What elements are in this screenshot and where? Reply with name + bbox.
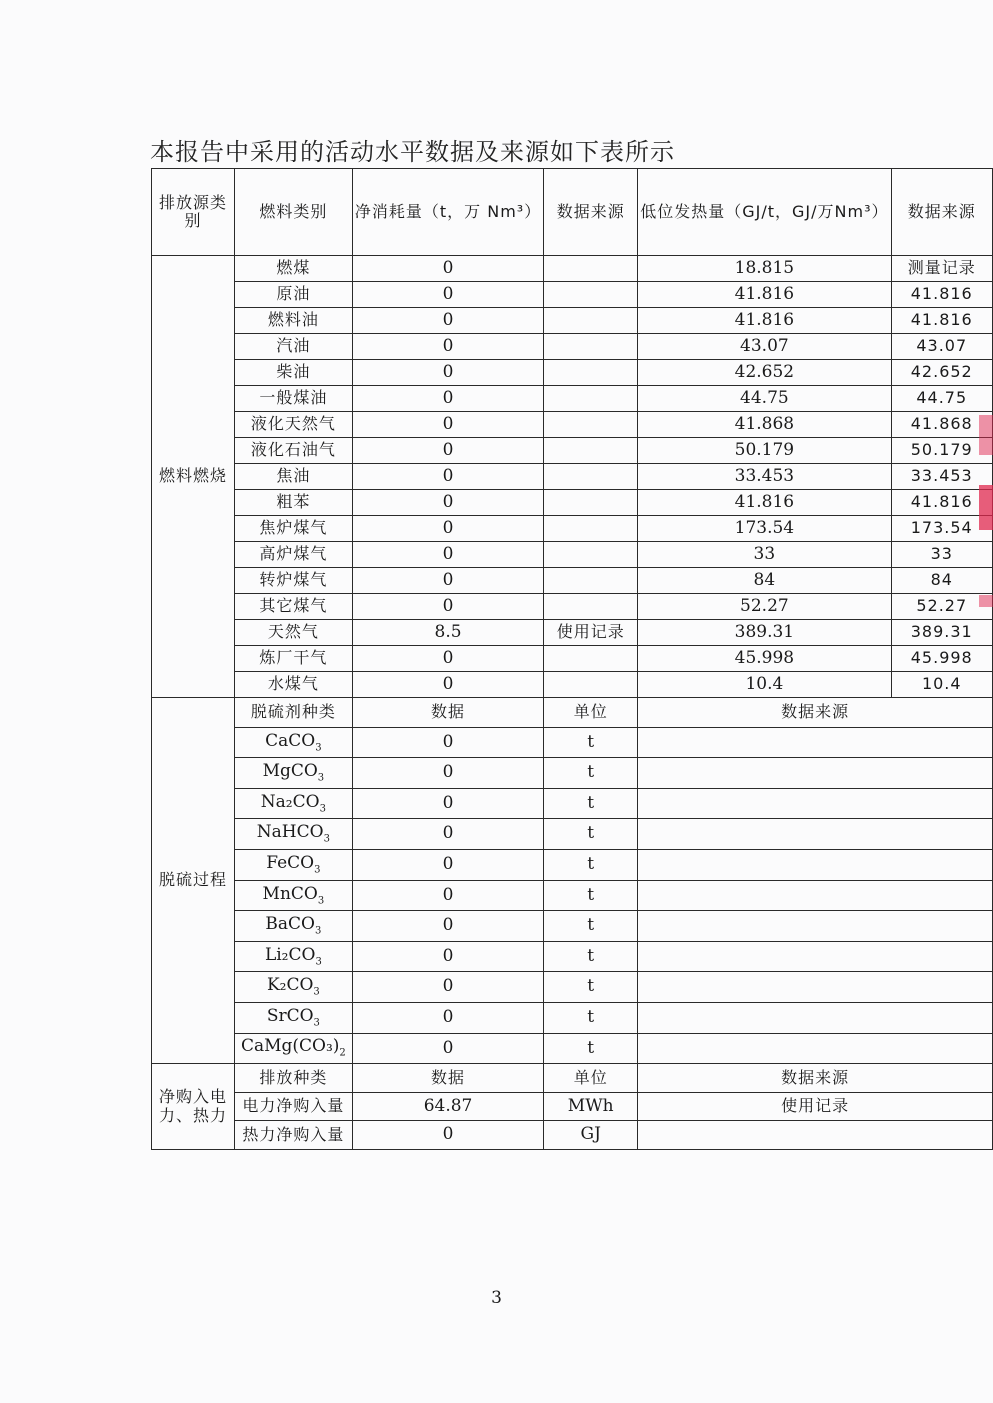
table-row xyxy=(152,1033,993,1064)
fuel-name: 水煤气 xyxy=(234,672,352,698)
fuel-ncv: 84 xyxy=(638,568,891,594)
header-row xyxy=(152,169,993,256)
purchase-header-type: 排放种类 xyxy=(234,1064,352,1093)
formula-base: MnCO xyxy=(262,883,318,904)
fuel-consumption: 0 xyxy=(352,464,543,490)
desulfurizer-data: 0 xyxy=(352,758,543,789)
fuel-consumption: 8.5 xyxy=(352,620,543,646)
desulfur-header-data: 数据 xyxy=(352,698,543,728)
formula-base: CaMg(CO₃) xyxy=(240,1036,340,1057)
desulfurizer-data: 0 xyxy=(352,941,543,972)
fuel-consumption: 0 xyxy=(352,438,543,464)
fuel-consumption: 0 xyxy=(352,646,543,672)
fuel-ncv: 50.179 xyxy=(638,438,891,464)
desulfurizer-unit: t xyxy=(544,788,638,819)
formula-subscript: 3 xyxy=(319,803,326,815)
desulfur-header-source: 数据来源 xyxy=(638,698,993,728)
fuel-data-source xyxy=(544,464,638,490)
formula-base: CaCO xyxy=(265,730,316,751)
fuel-consumption: 0 xyxy=(352,516,543,542)
fuel-ncv: 173.54 xyxy=(638,516,891,542)
desulfurizer-name xyxy=(234,911,352,942)
fuel-name: 汽油 xyxy=(234,334,352,360)
fuel-ncv: 41.816 xyxy=(638,308,891,334)
table-row xyxy=(152,672,993,698)
fuel-consumption: 0 xyxy=(352,256,543,282)
desulfurizer-unit: t xyxy=(544,758,638,789)
fuel-ncv: 10.4 xyxy=(638,672,891,698)
table-row xyxy=(152,1003,993,1034)
fuel-consumption: 0 xyxy=(352,282,543,308)
table-row xyxy=(152,334,993,360)
fuel-consumption: 0 xyxy=(352,360,543,386)
red-stamp-mark xyxy=(979,415,993,455)
fuel-ncv-source: 10.4 xyxy=(891,672,993,698)
formula-base: FeCO xyxy=(266,852,315,873)
table-row xyxy=(152,360,993,386)
fuel-name: 液化石油气 xyxy=(234,438,352,464)
table-row xyxy=(152,594,993,620)
fuel-ncv: 18.815 xyxy=(638,256,891,282)
page-number: 3 xyxy=(491,1288,502,1308)
fuel-data-source xyxy=(544,386,638,412)
table-row xyxy=(152,490,993,516)
header-consumption: 净消耗量（t，万 Nm³） xyxy=(352,169,543,256)
purchase-header-unit: 单位 xyxy=(544,1064,638,1093)
purchase-header-data: 数据 xyxy=(352,1064,543,1093)
fuel-ncv-source: 测量记录 xyxy=(891,256,993,282)
table-row xyxy=(152,758,993,789)
formula-subscript: 3 xyxy=(314,925,322,937)
fuel-ncv: 41.868 xyxy=(638,412,891,438)
fuel-name: 燃煤 xyxy=(234,256,352,282)
fuel-consumption: 0 xyxy=(352,490,543,516)
fuel-ncv-source: 43.07 xyxy=(891,334,993,360)
fuel-data-source xyxy=(544,542,638,568)
fuel-ncv-source: 41.868 xyxy=(891,412,993,438)
desulfurizer-source xyxy=(638,941,993,972)
desulfur-header-type: 脱硫剂种类 xyxy=(234,698,352,728)
desulfurizer-name xyxy=(234,1033,352,1064)
fuel-ncv-source: 50.179 xyxy=(891,438,993,464)
table-row xyxy=(152,256,993,282)
fuel-name: 炼厂干气 xyxy=(234,646,352,672)
fuel-name: 液化天然气 xyxy=(234,412,352,438)
fuel-ncv: 42.652 xyxy=(638,360,891,386)
formula-base: BaCO xyxy=(265,914,315,935)
desulfur-header-unit: 单位 xyxy=(544,698,638,728)
fuel-data-source xyxy=(544,672,638,698)
desulfurizer-name xyxy=(234,819,352,850)
table-row xyxy=(152,282,993,308)
fuel-name: 高炉煤气 xyxy=(234,542,352,568)
table-row xyxy=(152,386,993,412)
formula-subscript: 3 xyxy=(315,956,322,968)
fuel-ncv-source: 44.75 xyxy=(891,386,993,412)
fuel-data-source xyxy=(544,282,638,308)
fuel-consumption: 0 xyxy=(352,672,543,698)
formula-base: SrCO xyxy=(266,1005,314,1026)
fuel-data-source xyxy=(544,360,638,386)
fuel-data-source: 使用记录 xyxy=(544,620,638,646)
table-row xyxy=(152,1092,993,1121)
desulfurizer-source xyxy=(638,1033,993,1064)
desulfurizer-unit: t xyxy=(544,1033,638,1064)
desulfurizer-name xyxy=(234,880,352,911)
desulfurizer-data: 0 xyxy=(352,911,543,942)
table-row xyxy=(152,788,993,819)
purchase-unit: GJ xyxy=(544,1121,638,1150)
fuel-name: 柴油 xyxy=(234,360,352,386)
header-source-category: 排放源类别 xyxy=(152,169,235,256)
purchase-header-row xyxy=(152,1064,993,1093)
section-label-net-purchase: 净购入电力、热力 xyxy=(152,1064,235,1150)
fuel-data-source xyxy=(544,308,638,334)
desulfurizer-unit: t xyxy=(544,911,638,942)
fuel-ncv-source: 173.54 xyxy=(891,516,993,542)
table-row xyxy=(152,646,993,672)
desulfurizer-data: 0 xyxy=(352,850,543,881)
purchase-type: 电力净购入量 xyxy=(234,1092,352,1121)
fuel-data-source xyxy=(544,256,638,282)
red-stamp-mark xyxy=(979,485,993,530)
formula-base: Na₂CO xyxy=(260,791,320,812)
fuel-ncv: 45.998 xyxy=(638,646,891,672)
formula-subscript: 2 xyxy=(339,1047,346,1059)
fuel-ncv-source: 33 xyxy=(891,542,993,568)
desulfurizer-data: 0 xyxy=(352,1003,543,1034)
desulfurizer-source xyxy=(638,850,993,881)
fuel-name: 燃料油 xyxy=(234,308,352,334)
fuel-consumption: 0 xyxy=(352,412,543,438)
desulfurizer-name xyxy=(234,758,352,789)
formula-subscript: 3 xyxy=(313,1017,320,1029)
table-row xyxy=(152,941,993,972)
fuel-ncv-source: 41.816 xyxy=(891,308,993,334)
formula-base: Li₂CO xyxy=(264,944,316,965)
desulfurizer-source xyxy=(638,758,993,789)
fuel-name: 粗苯 xyxy=(234,490,352,516)
formula-subscript: 3 xyxy=(323,833,330,845)
fuel-ncv-source: 42.652 xyxy=(891,360,993,386)
header-ncv-source: 数据来源 xyxy=(891,169,993,256)
fuel-data-source xyxy=(544,438,638,464)
desulfurizer-data: 0 xyxy=(352,819,543,850)
fuel-consumption: 0 xyxy=(352,568,543,594)
desulfurizer-unit: t xyxy=(544,819,638,850)
red-stamp-mark xyxy=(979,595,993,607)
fuel-ncv: 33.453 xyxy=(638,464,891,490)
fuel-ncv: 44.75 xyxy=(638,386,891,412)
table-row xyxy=(152,1121,993,1150)
table-row xyxy=(152,542,993,568)
formula-base: MgCO xyxy=(262,761,318,782)
purchase-header-source: 数据来源 xyxy=(638,1064,993,1093)
desulfurizer-data: 0 xyxy=(352,972,543,1003)
desulfurizer-source xyxy=(638,972,993,1003)
table-row xyxy=(152,972,993,1003)
purchase-unit: MWh xyxy=(544,1092,638,1121)
desulfurizer-name xyxy=(234,941,352,972)
table-row xyxy=(152,568,993,594)
table-row xyxy=(152,308,993,334)
fuel-ncv: 41.816 xyxy=(638,490,891,516)
fuel-ncv: 41.816 xyxy=(638,282,891,308)
table-row xyxy=(152,620,993,646)
fuel-ncv-source: 389.31 xyxy=(891,620,993,646)
header-fuel-type: 燃料类别 xyxy=(234,169,352,256)
desulfurizer-data: 0 xyxy=(352,1033,543,1064)
fuel-data-source xyxy=(544,334,638,360)
table-row xyxy=(152,819,993,850)
purchase-source xyxy=(638,1121,993,1150)
table-row xyxy=(152,911,993,942)
desulfurizer-name xyxy=(234,1003,352,1034)
table-row xyxy=(152,412,993,438)
fuel-name: 焦炉煤气 xyxy=(234,516,352,542)
desulfurizer-unit: t xyxy=(544,850,638,881)
section-label-fuel-combustion: 燃料燃烧 xyxy=(152,256,235,698)
fuel-ncv-source: 33.453 xyxy=(891,464,993,490)
fuel-name: 转炉煤气 xyxy=(234,568,352,594)
formula-subscript: 3 xyxy=(317,772,325,784)
desulfurizer-name xyxy=(234,850,352,881)
table-caption: 本报告中采用的活动水平数据及来源如下表所示 xyxy=(150,138,675,166)
table-row xyxy=(152,438,993,464)
purchase-data: 0 xyxy=(352,1121,543,1150)
purchase-data: 64.87 xyxy=(352,1092,543,1121)
fuel-ncv-source: 52.27 xyxy=(891,594,993,620)
formula-subscript: 3 xyxy=(313,986,320,998)
fuel-consumption: 0 xyxy=(352,308,543,334)
fuel-data-source xyxy=(544,646,638,672)
desulfurizer-source xyxy=(638,1003,993,1034)
desulfurizer-unit: t xyxy=(544,972,638,1003)
fuel-consumption: 0 xyxy=(352,542,543,568)
desulfurizer-source xyxy=(638,819,993,850)
desulfurizer-data: 0 xyxy=(352,727,543,758)
fuel-data-source xyxy=(544,568,638,594)
fuel-name: 焦油 xyxy=(234,464,352,490)
desulfurizer-source xyxy=(638,727,993,758)
desulfurizer-unit: t xyxy=(544,1003,638,1034)
fuel-data-source xyxy=(544,490,638,516)
fuel-name: 原油 xyxy=(234,282,352,308)
header-data-source: 数据来源 xyxy=(544,169,638,256)
formula-base: NaHCO xyxy=(256,822,324,843)
fuel-data-source xyxy=(544,594,638,620)
fuel-ncv-source: 41.816 xyxy=(891,282,993,308)
fuel-ncv-source: 41.816 xyxy=(891,490,993,516)
desulfurizer-unit: t xyxy=(544,880,638,911)
purchase-type: 热力净购入量 xyxy=(234,1121,352,1150)
fuel-consumption: 0 xyxy=(352,334,543,360)
fuel-ncv: 33 xyxy=(638,542,891,568)
table-row xyxy=(152,464,993,490)
fuel-ncv-source: 45.998 xyxy=(891,646,993,672)
fuel-ncv: 52.27 xyxy=(638,594,891,620)
table-row xyxy=(152,880,993,911)
formula-base: K₂CO xyxy=(266,975,314,996)
fuel-ncv: 43.07 xyxy=(638,334,891,360)
fuel-name: 天然气 xyxy=(234,620,352,646)
desulfurizer-source xyxy=(638,911,993,942)
formula-subscript: 3 xyxy=(315,741,322,753)
desulfurizer-name xyxy=(234,788,352,819)
fuel-ncv: 389.31 xyxy=(638,620,891,646)
fuel-ncv-source: 84 xyxy=(891,568,993,594)
fuel-data-source xyxy=(544,516,638,542)
fuel-consumption: 0 xyxy=(352,594,543,620)
table-row xyxy=(152,727,993,758)
desulfurizer-data: 0 xyxy=(352,880,543,911)
desulfurizer-unit: t xyxy=(544,941,638,972)
desulfurizer-name xyxy=(234,727,352,758)
fuel-data-source xyxy=(544,412,638,438)
fuel-name: 其它煤气 xyxy=(234,594,352,620)
desulfurizer-unit: t xyxy=(544,727,638,758)
section-label-desulfurization: 脱硫过程 xyxy=(152,698,235,1064)
formula-subscript: 3 xyxy=(317,894,325,906)
activity-data-table xyxy=(151,168,993,1150)
table-row xyxy=(152,850,993,881)
desulfurizer-data: 0 xyxy=(352,788,543,819)
desulfurizer-source xyxy=(638,880,993,911)
table-row xyxy=(152,516,993,542)
desulfur-header-row xyxy=(152,698,993,728)
desulfurizer-source xyxy=(638,788,993,819)
fuel-consumption: 0 xyxy=(352,386,543,412)
formula-subscript: 3 xyxy=(314,864,321,876)
header-ncv: 低位发热量（GJ/t，GJ/万Nm³） xyxy=(638,169,891,256)
desulfurizer-name xyxy=(234,972,352,1003)
purchase-source: 使用记录 xyxy=(638,1092,993,1121)
fuel-name: 一般煤油 xyxy=(234,386,352,412)
